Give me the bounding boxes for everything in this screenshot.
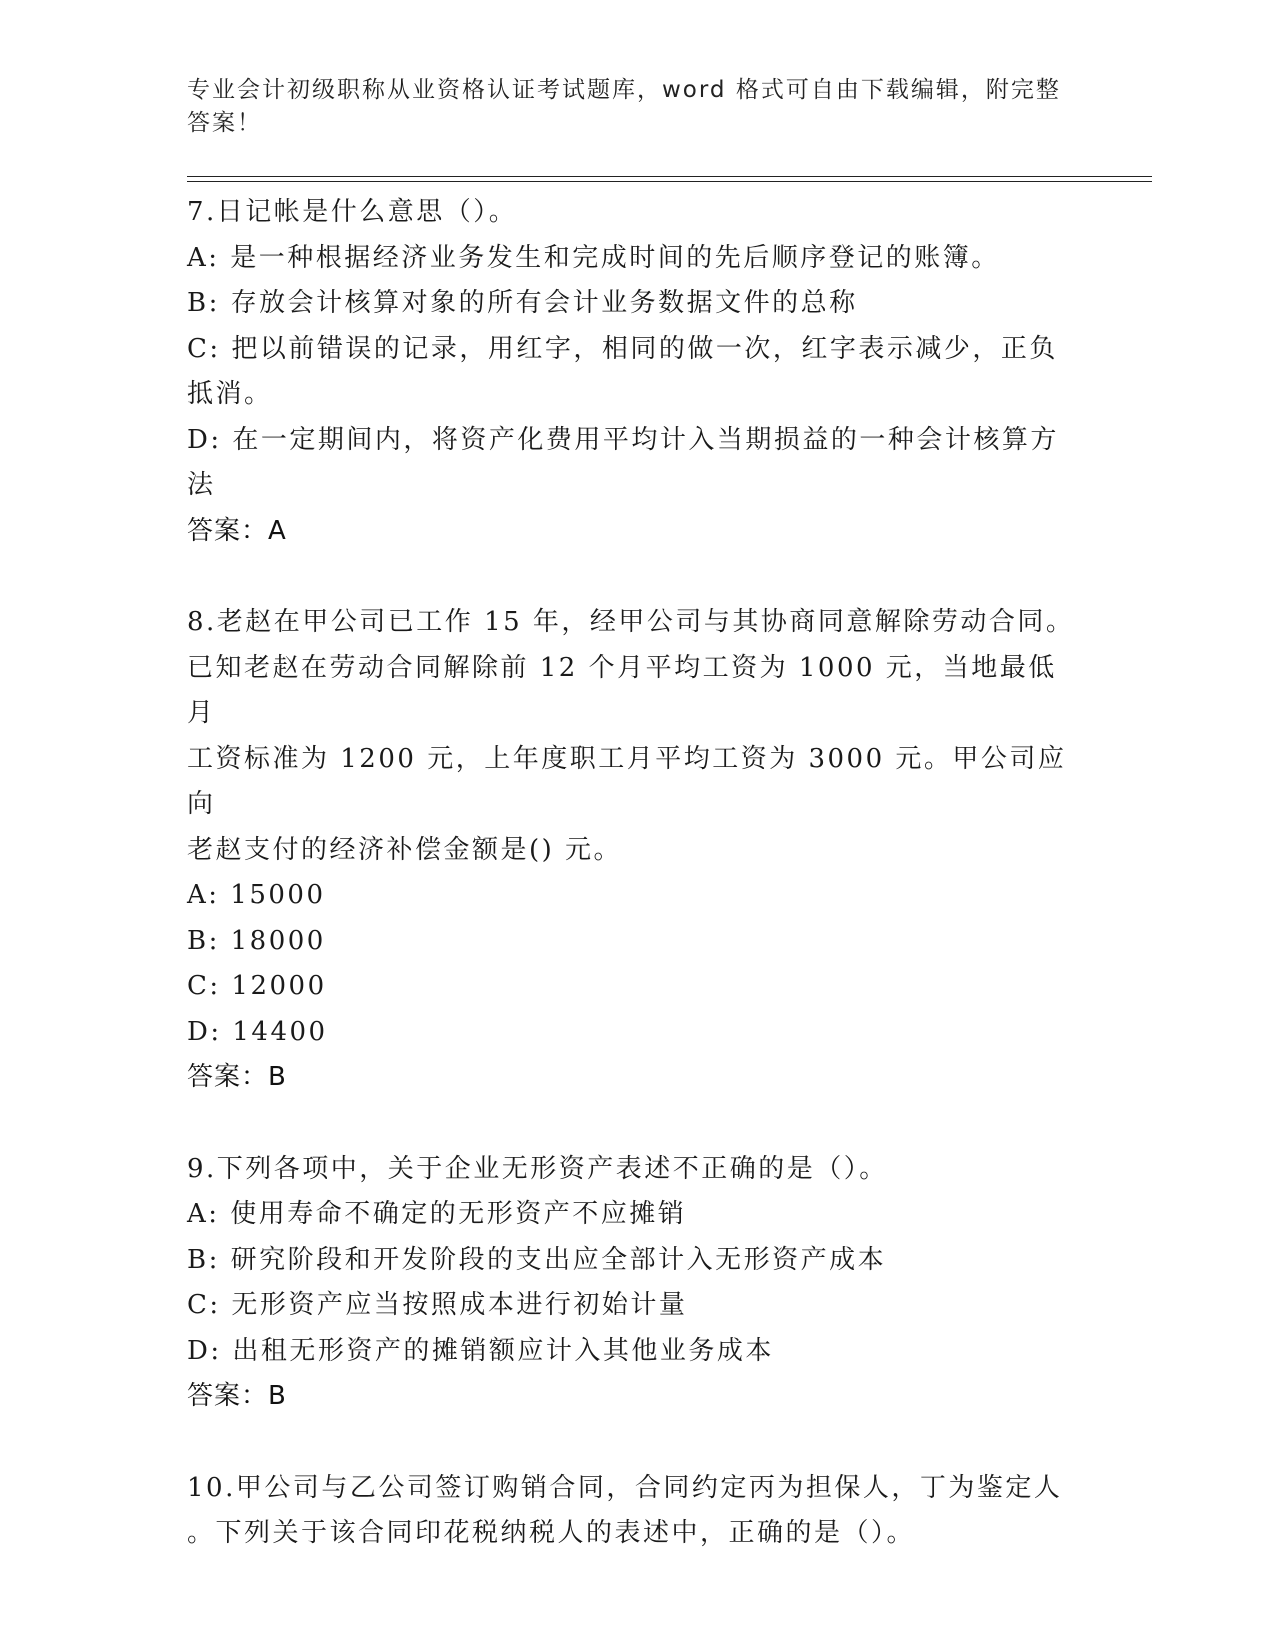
option-c-continued: 抵消。 <box>187 379 273 409</box>
question-stem-continued: 已知老赵在劳动合同解除前 12 个月平均工资为 1000 元，当地最低月 <box>187 652 1057 728</box>
option-d: D: 在一定期间内，将资产化费用平均计入当期损益的一种会计核算方 <box>187 424 1059 455</box>
question-stem-continued: 老赵支付的经济补偿金额是() 元。 <box>187 834 623 865</box>
option-d: D: 出租无形资产的摊销额应计入其他业务成本 <box>187 1335 774 1366</box>
option-c: C: 12000 <box>187 971 327 1001</box>
header-rule-top <box>187 176 1152 177</box>
question-10 <box>187 1466 1077 1557</box>
question-stem: 9.下列各项中，关于企业无形资产表述不正确的是（）。 <box>187 1153 888 1184</box>
question-stem-continued: 工资标准为 1200 元，上年度职工月平均工资为 3000 元。甲公司应向 <box>187 743 1067 819</box>
option-b: B: 研究阶段和开发阶段的支出应全部计入无形资产成本 <box>187 1244 887 1275</box>
question-stem-continued: 。下列关于该合同印花税纳税人的表述中，正确的是（）。 <box>187 1518 916 1548</box>
question-stem: 8.老赵在甲公司已工作 15 年，经甲公司与其协商同意解除劳动合同。 <box>187 607 1075 637</box>
question-8 <box>187 600 1077 1101</box>
option-b: B: 存放会计核算对象的所有会计业务数据文件的总称 <box>187 288 858 318</box>
answer: 答案：B <box>187 1381 287 1411</box>
option-c: C: 无形资产应当按照成本进行初始计量 <box>187 1290 688 1320</box>
question-7 <box>187 190 1077 554</box>
document-header: 专业会计初级职称从业资格认证考试题库，word 格式可自由下载编辑，附完整答案！ <box>187 77 1061 136</box>
question-list <box>187 190 1077 1557</box>
option-a: A: 使用寿命不确定的无形资产不应摊销 <box>187 1199 687 1229</box>
option-c: C: 把以前错误的记录，用红字，相同的做一次，红字表示减少，正负 <box>187 333 1058 364</box>
option-a: A: 是一种根据经济业务发生和完成时间的先后顺序登记的账簿。 <box>187 242 1000 273</box>
option-b: B: 18000 <box>187 925 326 956</box>
answer: 答案：B <box>187 1062 287 1092</box>
question-stem: 7.日记帐是什么意思（）。 <box>187 197 518 227</box>
question-stem: 10.甲公司与乙公司签订购销合同，合同约定丙为担保人，丁为鉴定人 <box>187 1472 1063 1503</box>
option-d: D: 14400 <box>187 1016 328 1047</box>
answer: 答案：A <box>187 515 287 546</box>
header-rule-bottom <box>187 181 1152 182</box>
option-a: A: 15000 <box>187 880 326 910</box>
question-9 <box>187 1147 1077 1420</box>
option-d-continued: 法 <box>187 470 216 500</box>
